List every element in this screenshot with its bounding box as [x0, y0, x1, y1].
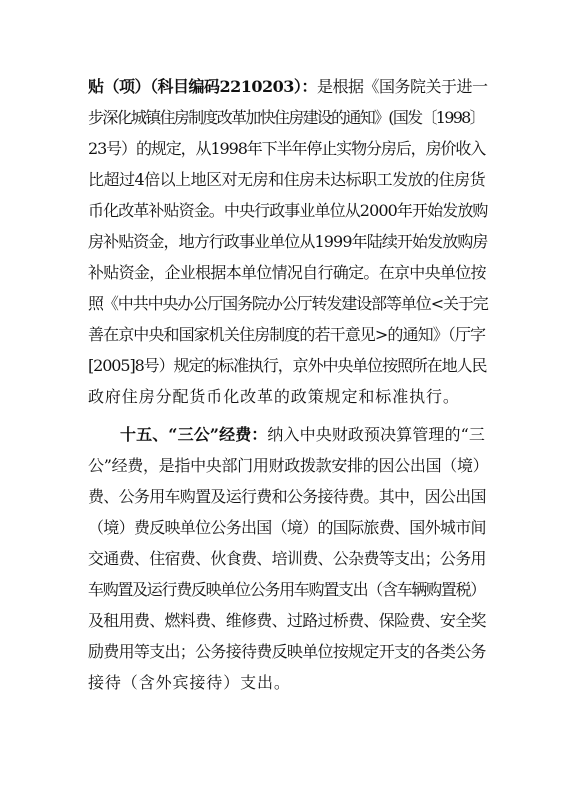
text-line: 补贴资金，企业根据本单位情况自行确定。在京中央单位按	[88, 263, 486, 282]
text-line: 照《中共中央办公厅国务院办公厅转发建设部等单位<关于完	[88, 294, 488, 313]
text-line: 政府住房分配货币化改革的政策规定和标准执行。	[88, 387, 460, 406]
section-heading: 十五、“三公”经费：	[120, 425, 268, 444]
text-line: 23号）的规定，从1998年下半年停止实物分房后，房价收入	[88, 139, 486, 158]
text-line: 善在京中央和国家机关住房制度的若干意见>的通知》（厅字	[88, 325, 486, 344]
text-line: 接待（含外宾接待）支出。	[88, 673, 291, 692]
text-line: 房补贴资金，地方行政事业单位从1999年陆续开始发放购房	[88, 232, 488, 251]
text-line: [2005]8号）规定的标准执行，京外中央单位按照所在地人民	[88, 356, 487, 375]
text-line: 步深化城镇住房制度改革加快住房建设的通知》(国发〔1998〕	[88, 108, 484, 127]
text-line: 公”经费，是指中央部门用财政拨款安排的因公出国（境）	[88, 456, 489, 475]
line-text: 纳入中央财政预决算管理的“三	[267, 425, 486, 444]
text-line: 及租用费、燃料费、维修费、过路过桥费、保险费、安全奖	[88, 611, 486, 630]
line-text: 是根据《国务院关于进一	[316, 77, 488, 96]
text-line: 费、公务用车购置及运行费和公务接待费。其中，因公出国	[88, 487, 486, 506]
text-line: 车购置及运行费反映单位公务用车购置支出（含车辆购置税）	[88, 580, 485, 599]
text-line: 交通费、住宿费、伙食费、培训费、公杂费等支出；公务用	[88, 549, 486, 568]
text-line: （境）费反映单位公务出国（境）的国际旅费、国外城市间	[88, 518, 486, 537]
text-line: 币化改革补贴资金。中央行政事业单位从2000年开始发放购	[88, 201, 488, 220]
section-heading: 贴（项）（科目编码2210203）：	[88, 77, 317, 96]
text-line	[120, 420, 488, 450]
text-line: 比超过4倍以上地区对无房和住房未达标职工发放的住房货	[88, 170, 486, 189]
text-line: 励费用等支出；公务接待费反映单位按规定开支的各类公务	[88, 642, 486, 661]
text-line	[88, 72, 488, 102]
